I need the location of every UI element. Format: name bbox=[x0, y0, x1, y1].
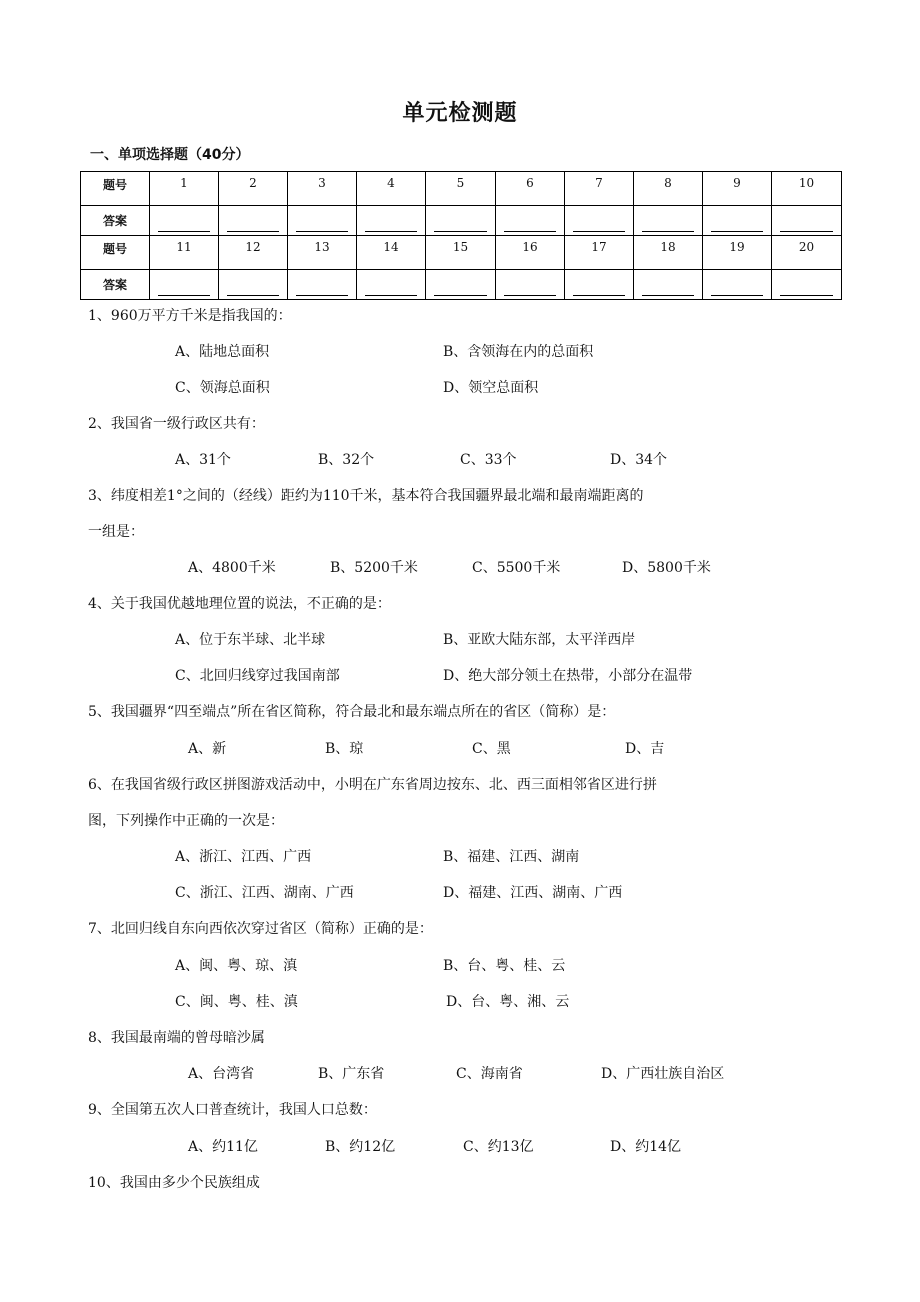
q4-option-a[interactable]: A、位于东半球、北半球 bbox=[175, 632, 326, 648]
answer-cell-13[interactable] bbox=[288, 270, 357, 300]
answer-cell-1[interactable] bbox=[150, 206, 219, 236]
q5-option-c[interactable]: C、黑 bbox=[472, 741, 511, 757]
grid-number-cell: 8 bbox=[634, 172, 703, 206]
question-6: 6、在我国省级行政区拼图游戏活动中，小明在广东省周边按东、北、西三面相邻省区进行拼 bbox=[88, 777, 657, 793]
question-4: 4、关于我国优越地理位置的说法，不正确的是： bbox=[88, 596, 391, 612]
grid-row-answers-1 bbox=[81, 206, 842, 236]
q1-option-b[interactable]: B、含领海在内的总面积 bbox=[443, 344, 594, 360]
answer-cell-4[interactable] bbox=[357, 206, 426, 236]
grid-number-cell: 2 bbox=[219, 172, 288, 206]
q8-option-a[interactable]: A、台湾省 bbox=[188, 1066, 255, 1082]
answer-cell-12[interactable] bbox=[219, 270, 288, 300]
grid-number-cell: 12 bbox=[219, 236, 288, 270]
question-3-continued: 一组是： bbox=[88, 524, 144, 540]
q3-option-d[interactable]: D、5800千米 bbox=[622, 560, 711, 576]
grid-label-number: 题号 bbox=[81, 236, 150, 270]
answer-cell-18[interactable] bbox=[634, 270, 703, 300]
answer-cell-14[interactable] bbox=[357, 270, 426, 300]
grid-number-cell: 1 bbox=[150, 172, 219, 206]
q6-option-d[interactable]: D、福建、江西、湖南、广西 bbox=[443, 885, 623, 901]
answer-cell-17[interactable] bbox=[565, 270, 634, 300]
answer-cell-7[interactable] bbox=[565, 206, 634, 236]
answer-cell-11[interactable] bbox=[150, 270, 219, 300]
q4-option-c[interactable]: C、北回归线穿过我国南部 bbox=[175, 668, 340, 684]
answer-cell-8[interactable] bbox=[634, 206, 703, 236]
grid-number-cell: 17 bbox=[565, 236, 634, 270]
q7-option-d[interactable]: D、台、粤、湘、云 bbox=[446, 994, 570, 1010]
q5-option-a[interactable]: A、新 bbox=[188, 741, 227, 757]
q6-option-c[interactable]: C、浙江、江西、湖南、广西 bbox=[175, 885, 354, 901]
answer-cell-5[interactable] bbox=[426, 206, 496, 236]
question-3: 3、纬度相差1°之间的（经线）距约为110千米，基本符合我国疆界最北端和最南端距离的 bbox=[88, 488, 644, 504]
grid-number-cell: 4 bbox=[357, 172, 426, 206]
grid-number-cell: 15 bbox=[426, 236, 496, 270]
q2-option-b[interactable]: B、32个 bbox=[318, 452, 375, 468]
q9-option-d[interactable]: D、约14亿 bbox=[610, 1139, 682, 1155]
grid-number-cell: 16 bbox=[496, 236, 565, 270]
answer-cell-6[interactable] bbox=[496, 206, 565, 236]
question-5: 5、我国疆界“四至端点”所在省区简称，符合最北和最东端点所在的省区（简称）是： bbox=[88, 704, 616, 720]
question-7: 7、北回归线自东向西依次穿过省区（简称）正确的是： bbox=[88, 921, 433, 937]
answer-cell-10[interactable] bbox=[772, 206, 842, 236]
q7-option-c[interactable]: C、闽、粤、桂、滇 bbox=[175, 994, 298, 1010]
answer-cell-9[interactable] bbox=[703, 206, 772, 236]
q1-option-d[interactable]: D、领空总面积 bbox=[443, 380, 539, 396]
answer-cell-3[interactable] bbox=[288, 206, 357, 236]
grid-number-cell: 19 bbox=[703, 236, 772, 270]
grid-number-cell: 13 bbox=[288, 236, 357, 270]
q6-option-b[interactable]: B、福建、江西、湖南 bbox=[443, 849, 580, 865]
q8-option-c[interactable]: C、海南省 bbox=[456, 1066, 523, 1082]
q8-option-b[interactable]: B、广东省 bbox=[318, 1066, 385, 1082]
grid-number-cell: 18 bbox=[634, 236, 703, 270]
section-heading: 一、单项选择题（40分） bbox=[90, 147, 250, 163]
q2-option-c[interactable]: C、33个 bbox=[460, 452, 517, 468]
grid-label-answer: 答案 bbox=[81, 206, 150, 236]
q4-option-b[interactable]: B、亚欧大陆东部，太平洋西岸 bbox=[443, 632, 636, 648]
q5-option-d[interactable]: D、吉 bbox=[625, 741, 665, 757]
q9-option-c[interactable]: C、约13亿 bbox=[463, 1139, 534, 1155]
grid-label-number: 题号 bbox=[81, 172, 150, 206]
page-title: 单元检测题 bbox=[402, 101, 518, 126]
q1-option-a[interactable]: A、陆地总面积 bbox=[175, 344, 270, 360]
grid-row-answers-2 bbox=[81, 270, 842, 300]
grid-row-numbers-1 bbox=[81, 172, 842, 206]
q2-option-a[interactable]: A、31个 bbox=[175, 452, 231, 468]
question-9: 9、全国第五次人口普查统计，我国人口总数： bbox=[88, 1102, 377, 1118]
grid-number-cell: 11 bbox=[150, 236, 219, 270]
q4-option-d[interactable]: D、绝大部分领土在热带，小部分在温带 bbox=[443, 668, 693, 684]
grid-number-cell: 9 bbox=[703, 172, 772, 206]
grid-number-cell: 10 bbox=[772, 172, 842, 206]
q9-option-b[interactable]: B、约12亿 bbox=[325, 1139, 396, 1155]
grid-number-cell: 3 bbox=[288, 172, 357, 206]
question-8: 8、我国最南端的曾母暗沙属 bbox=[88, 1030, 265, 1046]
grid-number-cell: 7 bbox=[565, 172, 634, 206]
q3-option-b[interactable]: B、5200千米 bbox=[330, 560, 418, 576]
q3-option-a[interactable]: A、4800千米 bbox=[188, 560, 276, 576]
q5-option-b[interactable]: B、琼 bbox=[325, 741, 364, 757]
q8-option-d[interactable]: D、广西壮族自治区 bbox=[601, 1066, 725, 1082]
q3-option-c[interactable]: C、5500千米 bbox=[472, 560, 561, 576]
q7-option-a[interactable]: A、闽、粤、琼、滇 bbox=[175, 958, 298, 974]
q2-option-d[interactable]: D、34个 bbox=[610, 452, 668, 468]
q7-option-b[interactable]: B、台、粤、桂、云 bbox=[443, 958, 566, 974]
answer-cell-15[interactable] bbox=[426, 270, 496, 300]
q6-option-a[interactable]: A、浙江、江西、广西 bbox=[175, 849, 312, 865]
grid-number-cell: 5 bbox=[426, 172, 496, 206]
question-2: 2、我国省一级行政区共有： bbox=[88, 416, 265, 432]
question-10: 10、我国由多少个民族组成 bbox=[88, 1175, 260, 1191]
question-1: 1、960万平方千米是指我国的： bbox=[88, 308, 292, 324]
answer-cell-2[interactable] bbox=[219, 206, 288, 236]
question-6-continued: 图，下列操作中正确的一次是： bbox=[88, 813, 284, 829]
q9-option-a[interactable]: A、约11亿 bbox=[188, 1139, 258, 1155]
grid-row-numbers-2 bbox=[81, 236, 842, 270]
grid-number-cell: 20 bbox=[772, 236, 842, 270]
grid-number-cell: 6 bbox=[496, 172, 565, 206]
grid-label-answer: 答案 bbox=[81, 270, 150, 300]
answer-cell-20[interactable] bbox=[772, 270, 842, 300]
answer-grid bbox=[80, 171, 842, 300]
answer-cell-16[interactable] bbox=[496, 270, 565, 300]
answer-cell-19[interactable] bbox=[703, 270, 772, 300]
grid-number-cell: 14 bbox=[357, 236, 426, 270]
q1-option-c[interactable]: C、领海总面积 bbox=[175, 380, 270, 396]
